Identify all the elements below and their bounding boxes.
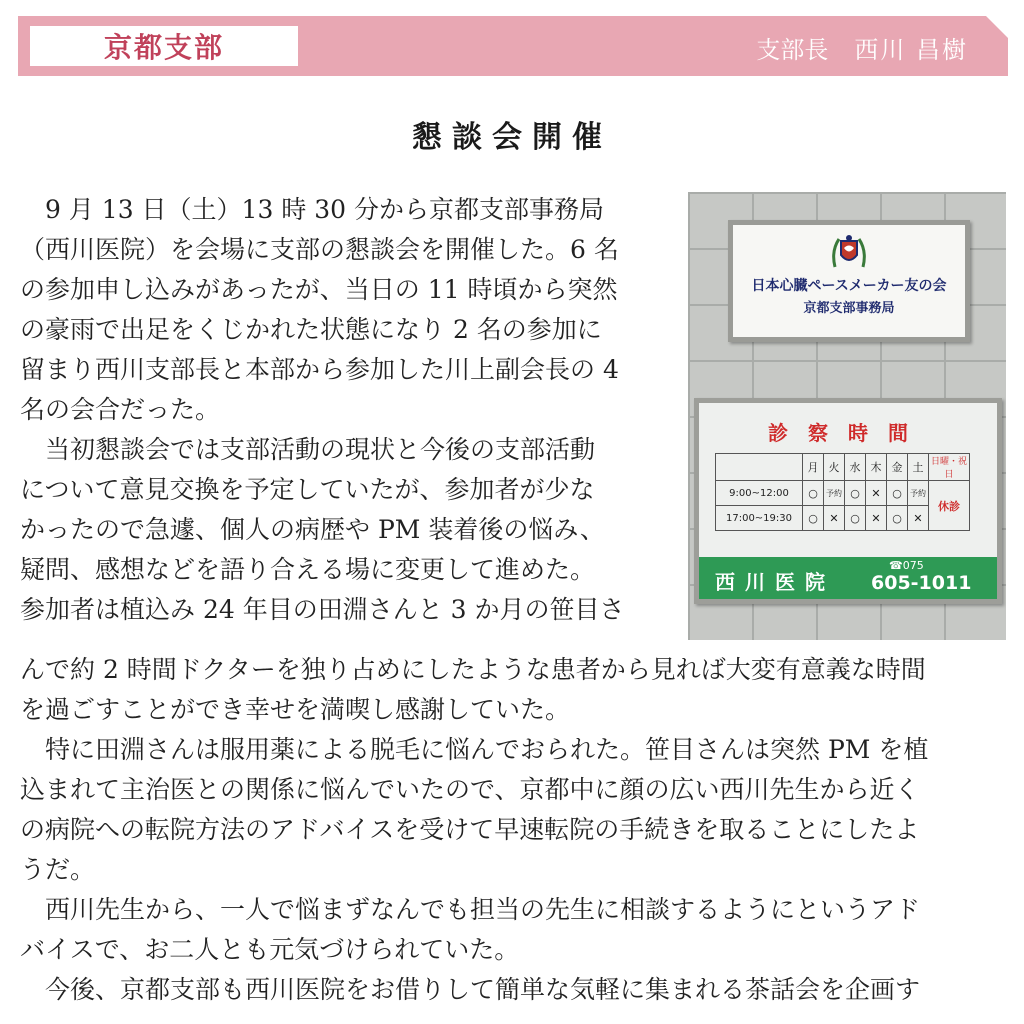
consultation-hours-sign [694,398,1002,604]
text-line: 今後、京都支部も西川医院をお借りして簡単な気軽に集まれる茶話会を企画す [20,975,921,1004]
section-header [18,16,1008,76]
association-office-sign [728,220,970,342]
time-slot: 9:00~12:00 [716,481,803,506]
holiday-header: 日曜・祝日 [929,454,970,481]
text-line: の参加申し込みがあったが、当日の 11 時頃から突然 [20,275,618,304]
corner-fold [986,16,1008,38]
article-body-lower [20,650,1010,1010]
text-line: の病院への転院方法のアドバイスを受けて早速転院の手続きを取ることにしたよ [20,815,920,844]
hours-cell: ✕ [866,506,887,531]
text-line: 留まり西川支部長と本部から参加した川上副会長の 4 [20,355,619,384]
association-name: 日本心臓ペースメーカー友の会 [751,278,947,294]
text-line: の豪雨で出足をくじかれた状態になり 2 名の参加に [20,315,602,344]
office-name: 京都支部事務局 [803,301,895,316]
text-line: 9 月 13 日（土）13 時 30 分から京都支部事務局 [20,195,605,224]
clinic-sign-photo [688,192,1006,640]
hours-cell: ✕ [824,506,845,531]
text-line: について意見交換を予定していたが、参加者が少な [20,475,595,504]
hours-cell: ○ [887,506,908,531]
author-line [756,30,968,65]
time-header [716,454,803,481]
clinic-name-bar [699,557,997,599]
holiday-closed: 休診 [929,481,970,531]
text-line: 名の会合だった。 [20,395,221,424]
hours-cell: ○ [845,506,866,531]
time-slot: 17:00~19:30 [716,506,803,531]
text-line: かったので急遽、個人の病歴や PM 装着後の悩み、 [20,515,605,544]
hours-cell: ✕ [908,506,929,531]
hours-cell: 予約 [908,481,929,506]
text-line: 当初懇談会では支部活動の現状と今後の支部活動 [20,435,596,464]
text-line: 疑問、感想などを語り合える場に変更して進めた。 [20,555,596,584]
association-crest-icon [829,233,869,271]
day-header: 木 [866,454,887,481]
day-header: 月 [803,454,824,481]
branch-name: 京都支部 [103,31,224,64]
hours-cell: ○ [845,481,866,506]
text-line: を過ごすことができ幸せを満喫し感謝していた。 [20,695,571,724]
hours-title: 診察時間 [768,421,928,445]
phone-area-code: ☎075 [889,559,924,572]
author-role: 支部長 [756,36,829,64]
hours-table [715,453,970,531]
text-line: うだ。 [20,855,96,884]
text-line: バイスで、お二人とも元気づけられていた。 [20,935,520,964]
text-line: んで約 2 時間ドクターを独り占めにしたような患者から見れば大変有意義な時間 [20,655,926,684]
hours-cell: 予約 [824,481,845,506]
article-title: 懇談会開催 [412,120,612,155]
text-line: 参加者は植込み 24 年目の田淵さんと 3 か月の笹目さ [20,595,625,624]
day-header: 土 [908,454,929,481]
author-name: 西川 昌樹 [854,36,968,64]
hours-cell: ✕ [866,481,887,506]
day-header: 金 [887,454,908,481]
text-line: 西川先生から、一人で悩まずなんでも担当の先生に相談するようにというアド [20,895,921,924]
day-header: 水 [845,454,866,481]
hours-row-morning [716,481,970,506]
hours-header-row [716,454,970,481]
text-line: 込まれて主治医との関係に悩んでいたので、京都中に顔の広い西川先生から近く [20,775,920,804]
day-header: 火 [824,454,845,481]
hours-cell: ○ [803,506,824,531]
clinic-name: 西川医院 [715,570,835,594]
clinic-phone: 605-1011 [871,572,972,594]
hours-cell: ○ [887,481,908,506]
branch-label-box [30,26,298,66]
article-body-upper [20,190,670,630]
text-line: 特に田淵さんは服用薬による脱毛に悩んでおられた。笹目さんは突然 PM を植 [20,735,929,764]
hours-cell: ○ [803,481,824,506]
text-line: （西川医院）を会場に支部の懇談会を開催した。6 名 [20,235,619,264]
